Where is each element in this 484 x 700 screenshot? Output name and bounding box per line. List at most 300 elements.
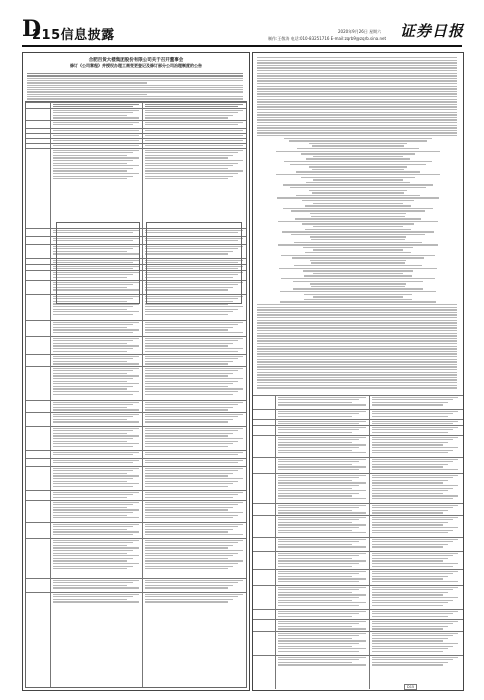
text-line [53, 512, 133, 513]
text-line [372, 621, 458, 622]
text-line [53, 358, 133, 359]
text-line [372, 587, 458, 588]
text-line [145, 140, 243, 141]
page-section-letter: D [22, 16, 42, 42]
text-line [372, 490, 448, 491]
text-line [53, 110, 139, 111]
text-line [53, 515, 127, 516]
text-line [145, 386, 228, 387]
text-line [278, 592, 352, 593]
right-column [252, 52, 464, 691]
text-line [292, 257, 424, 258]
text-line [53, 117, 139, 118]
text-line [145, 433, 233, 434]
text-line [372, 659, 453, 660]
text-line [304, 275, 412, 276]
text-line [278, 522, 352, 523]
text-line [145, 512, 243, 513]
text-line [310, 260, 406, 261]
text-line [372, 519, 453, 520]
text-line [372, 532, 448, 533]
text-line [372, 623, 453, 624]
text-line [145, 560, 243, 561]
text-line [53, 314, 133, 315]
text-line [145, 580, 243, 581]
text-line [278, 643, 359, 644]
text-line [53, 504, 133, 505]
text-line [277, 197, 439, 198]
text-line [53, 478, 133, 479]
text-line [53, 419, 127, 420]
text-line [278, 635, 359, 636]
text-line [372, 626, 448, 627]
text-line [312, 169, 405, 170]
text-line [53, 454, 133, 455]
text-line [145, 545, 233, 546]
text-line [257, 109, 457, 110]
text-line [145, 176, 233, 177]
text-line [27, 85, 243, 86]
text-line [53, 324, 133, 325]
right-table-divider-1 [275, 395, 276, 689]
text-line [145, 443, 233, 444]
text-line [372, 444, 443, 445]
text-line [27, 94, 147, 95]
text-line [372, 510, 448, 511]
text-line [145, 504, 238, 505]
text-line [278, 404, 366, 405]
text-line [372, 477, 453, 478]
text-line [145, 340, 238, 341]
text-line [372, 600, 453, 601]
text-line [145, 348, 243, 349]
text-line [372, 493, 443, 494]
text-line [257, 307, 457, 308]
text-line [372, 635, 453, 636]
text-line [257, 353, 457, 354]
text-line [53, 428, 139, 429]
text-line [145, 358, 238, 359]
text-line [313, 273, 403, 274]
text-line [278, 640, 366, 641]
text-line [53, 329, 139, 330]
text-line [278, 553, 366, 554]
text-line [257, 325, 457, 326]
text-line [278, 452, 366, 453]
text-line [145, 104, 243, 105]
text-line [257, 91, 457, 92]
text-line [372, 416, 448, 417]
text-line [53, 443, 139, 444]
text-line [278, 571, 366, 572]
text-line [145, 428, 243, 429]
text-line [278, 659, 359, 660]
text-line [145, 391, 238, 392]
text-line [372, 558, 448, 559]
text-line [278, 466, 366, 467]
text-line [278, 628, 366, 629]
text-line [278, 498, 366, 499]
text-line [372, 469, 458, 470]
text-line [257, 117, 457, 118]
text-line [372, 447, 458, 448]
text-line [257, 106, 457, 107]
text-line [53, 601, 139, 602]
text-line [145, 452, 243, 453]
text-line [53, 492, 139, 493]
text-line [145, 150, 243, 151]
text-line [278, 560, 366, 561]
text-line [53, 155, 127, 156]
text-line [257, 320, 457, 321]
text-line [53, 373, 127, 374]
text-line [53, 402, 139, 403]
text-line [257, 317, 457, 318]
text-line [145, 381, 238, 382]
text-line [257, 348, 457, 349]
text-line [278, 450, 352, 451]
text-line [53, 481, 127, 482]
text-line [278, 469, 359, 470]
text-line [257, 130, 457, 131]
text-line [145, 594, 243, 595]
text-line [53, 140, 139, 141]
text-line [145, 152, 238, 153]
text-line [53, 343, 127, 344]
text-line [311, 216, 404, 217]
text-line [372, 576, 448, 577]
text-line [145, 421, 228, 422]
text-line [145, 502, 243, 503]
text-line [313, 203, 403, 204]
text-line [145, 531, 228, 532]
text-line [145, 582, 238, 583]
text-line [276, 174, 439, 175]
text-line [309, 166, 407, 167]
text-line [372, 517, 458, 518]
text-line [372, 524, 443, 525]
text-line [313, 179, 403, 180]
text-line [278, 555, 359, 556]
text-line [257, 60, 457, 61]
text-line [257, 369, 457, 370]
text-line [53, 145, 139, 146]
text-line [145, 478, 243, 479]
text-line [257, 57, 457, 58]
text-line [145, 324, 238, 325]
text-line [53, 550, 133, 551]
text-line [372, 646, 453, 647]
text-line [257, 322, 457, 323]
text-line [145, 311, 233, 312]
text-line [372, 482, 443, 483]
text-line [53, 438, 133, 439]
text-line [278, 648, 366, 649]
text-line [53, 540, 139, 541]
text-line [278, 221, 439, 222]
text-line [145, 314, 228, 315]
text-line [145, 117, 228, 118]
text-line [145, 122, 243, 123]
text-line [306, 158, 410, 159]
text-line [53, 517, 139, 518]
text-line [145, 596, 238, 597]
text-line [372, 498, 453, 499]
text-line [257, 112, 457, 113]
text-line [302, 200, 415, 201]
text-line [257, 70, 457, 71]
text-line [278, 399, 359, 400]
text-line [278, 651, 359, 652]
text-line [53, 327, 127, 328]
text-line [278, 544, 352, 545]
text-line [257, 122, 457, 123]
text-line [145, 115, 233, 116]
text-line [53, 150, 139, 151]
text-line [145, 529, 233, 530]
text-line [257, 385, 457, 386]
text-line [372, 439, 453, 440]
text-line [280, 301, 436, 302]
text-line [53, 524, 139, 525]
text-line [278, 566, 352, 567]
text-line [257, 83, 457, 84]
text-line [53, 587, 139, 588]
text-line [257, 359, 457, 360]
text-line [372, 450, 453, 451]
text-line [53, 483, 139, 484]
text-line [278, 600, 352, 601]
text-line [53, 421, 139, 422]
text-line [257, 333, 457, 334]
text-line [53, 165, 139, 166]
text-line [145, 481, 238, 482]
text-line [278, 578, 366, 579]
text-line [278, 402, 352, 403]
text-line [278, 587, 366, 588]
text-line [278, 633, 366, 634]
text-line [27, 73, 243, 74]
text-line [303, 270, 413, 271]
text-line [372, 553, 458, 554]
text-line [280, 291, 437, 292]
text-line [145, 558, 228, 559]
text-line [278, 505, 366, 506]
text-line [145, 587, 228, 588]
text-line [278, 461, 359, 462]
text-line [53, 115, 127, 116]
text-line [145, 585, 233, 586]
text-line [372, 541, 453, 542]
text-line [53, 414, 139, 415]
text-line [278, 539, 366, 540]
text-line [305, 205, 410, 206]
text-line [313, 296, 403, 297]
text-line [145, 475, 228, 476]
text-line [278, 464, 352, 465]
text-line [145, 404, 238, 405]
text-line [145, 454, 238, 455]
text-line [278, 480, 352, 481]
text-line [145, 568, 228, 569]
text-line [278, 416, 352, 417]
text-line [372, 512, 443, 513]
text-line [257, 132, 457, 133]
page-title: 215信息披露 [32, 28, 115, 43]
issue-date: 2020年9月26日 星期六 [338, 29, 382, 34]
text-line [312, 192, 405, 193]
text-line [294, 242, 421, 243]
text-line [145, 361, 233, 362]
text-line [372, 399, 453, 400]
text-line [290, 164, 427, 165]
text-line [372, 566, 453, 567]
text-line [372, 527, 458, 528]
text-line [53, 599, 127, 600]
text-line [53, 375, 139, 376]
text-line [145, 178, 228, 179]
text-line [53, 560, 127, 561]
text-line [145, 327, 233, 328]
text-line [278, 442, 352, 443]
text-line [372, 421, 458, 422]
text-line [257, 88, 457, 89]
text-line [297, 148, 420, 149]
text-line [372, 411, 458, 412]
text-line [53, 383, 139, 384]
text-line [304, 294, 413, 295]
text-line [145, 550, 243, 551]
text-line [283, 208, 434, 209]
text-line [257, 304, 457, 305]
text-line [257, 75, 457, 76]
text-line [372, 589, 453, 590]
text-line [53, 460, 139, 461]
text-line [278, 594, 366, 595]
text-line [145, 368, 243, 369]
text-line [278, 512, 366, 513]
text-line [53, 497, 127, 498]
text-line [53, 404, 133, 405]
text-line [145, 135, 243, 136]
text-line [372, 544, 448, 545]
text-line [257, 80, 457, 81]
text-line [145, 414, 243, 415]
text-line [145, 345, 228, 346]
text-line [145, 435, 228, 436]
text-line [145, 547, 228, 548]
text-line [278, 546, 366, 547]
text-line [145, 160, 243, 161]
text-line [372, 651, 443, 652]
text-line [313, 226, 403, 227]
text-line [145, 555, 233, 556]
text-line [372, 495, 458, 496]
text-line [27, 80, 243, 81]
text-line [310, 213, 407, 214]
text-line [145, 460, 243, 461]
text-line [27, 82, 147, 83]
text-line [278, 626, 352, 627]
text-line [145, 124, 238, 125]
text-line [53, 157, 139, 158]
text-line [145, 534, 243, 535]
text-line [53, 361, 127, 362]
text-line [53, 547, 139, 548]
text-line [53, 168, 133, 169]
text-line [145, 332, 243, 333]
text-line [278, 459, 366, 460]
text-line [53, 409, 139, 410]
text-line [53, 545, 127, 546]
text-line [278, 524, 366, 525]
text-line [145, 515, 238, 516]
text-line [372, 605, 443, 606]
text-line [278, 638, 352, 639]
text-line [27, 87, 243, 88]
text-line [257, 374, 457, 375]
text-line [372, 475, 458, 476]
text-line [257, 125, 457, 126]
text-line [145, 542, 238, 543]
text-line [278, 482, 366, 483]
text-line [145, 343, 233, 344]
table-divider-2 [142, 102, 143, 687]
text-line [291, 234, 424, 235]
text-line [372, 413, 453, 414]
text-line [278, 657, 366, 658]
text-line [53, 507, 127, 508]
text-line [278, 527, 359, 528]
text-line [257, 104, 457, 105]
text-line [257, 366, 457, 367]
text-line [257, 338, 457, 339]
text-line [53, 124, 133, 125]
text-line [53, 433, 127, 434]
text-line [257, 67, 457, 68]
text-line [372, 480, 448, 481]
text-line [257, 382, 457, 383]
text-line [145, 306, 243, 307]
text-line [372, 592, 448, 593]
text-line [372, 539, 458, 540]
text-line [145, 446, 228, 447]
text-line [278, 605, 359, 606]
announcement-subtitle: 修订《公司章程》并授权办理工商变更登记及修订部分公司治理制度的公告 [70, 63, 202, 68]
text-line [278, 613, 359, 614]
text-line [53, 368, 139, 369]
text-line [145, 407, 233, 408]
text-line [257, 351, 457, 352]
text-line [257, 99, 457, 100]
text-line [372, 662, 448, 663]
text-line [145, 356, 243, 357]
text-line [296, 171, 420, 172]
text-line [278, 437, 366, 438]
text-line [276, 151, 441, 152]
text-line [145, 473, 233, 474]
text-line [372, 505, 458, 506]
text-line [53, 486, 133, 487]
text-line [257, 379, 457, 380]
text-line [53, 470, 133, 471]
text-line [53, 130, 139, 131]
text-line [145, 409, 228, 410]
text-line [53, 386, 133, 387]
text-line [279, 268, 437, 269]
text-line [145, 517, 233, 518]
text-line [53, 338, 139, 339]
